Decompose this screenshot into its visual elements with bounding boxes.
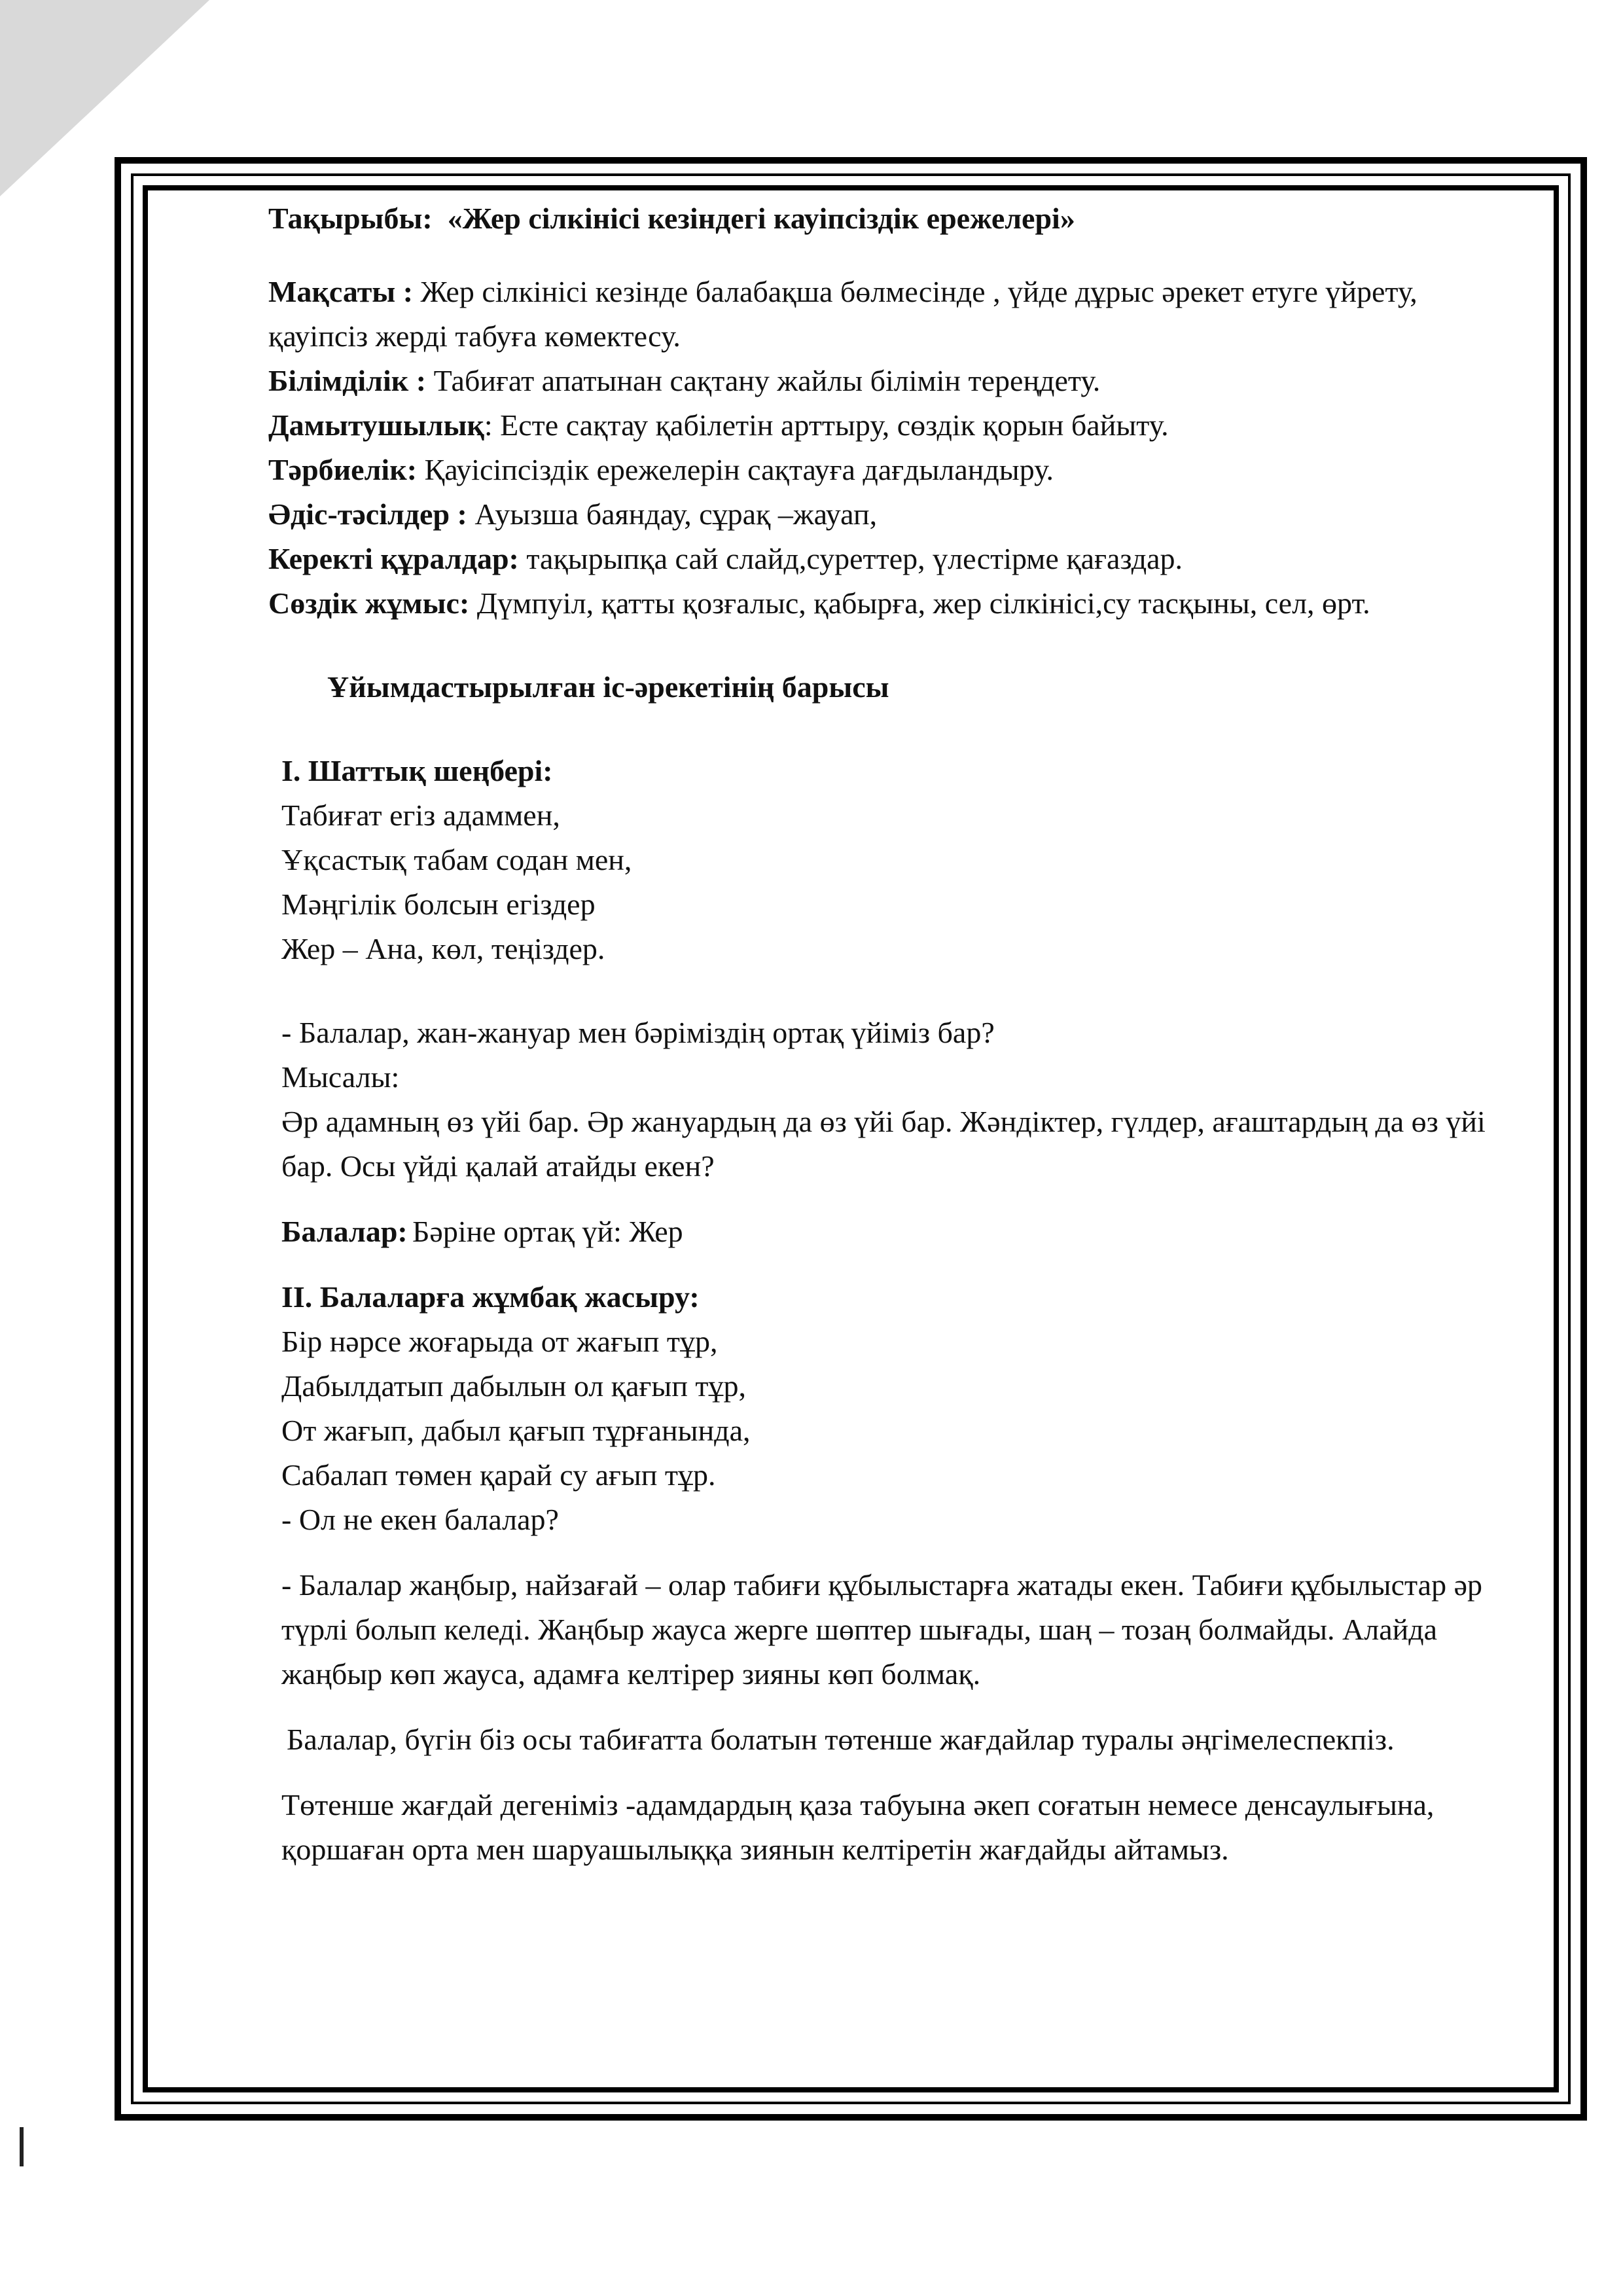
tools-label: Керекті құралдар: [268, 542, 519, 575]
tools-line [268, 537, 1512, 581]
dialog-question: - Балалар, жан-жануар мен бәрімiздiң ортақ үйiмiз бар? [281, 1016, 995, 1049]
vocabulary-label: Сөздік жұмыс: [268, 586, 470, 620]
goal-text: Жер сілкінісі кезінде балабақша бөлмесінде , үйде дұрыс әрекет етуге үйрету, қауіпсіз жерді табуға көмектесу. [268, 275, 1418, 353]
development-text: : Есте сақтау қабілетін арттыру, сөздік қорын байыту. [484, 408, 1169, 442]
poem-line: Ұқсастық табам содан мен, [281, 843, 632, 876]
development-label: Дамытушылық [268, 408, 484, 442]
tools-text: тақырыпқа сай слайд,суреттер, үлестірме қағаздар. [526, 542, 1183, 575]
topic-text: «Жер сілкінісі кезіндегі кауіпсіздік ережелері» [447, 202, 1075, 235]
topic-line [268, 196, 1512, 241]
paragraph: Төтенше жағдай дегеніміз -адамдардың қаза табуына әкеп соғатын немесе денсаулығына, қоршаған орта мен шаруашылыққа зиянын келтіретін жағдайды айтамыз. [281, 1788, 1435, 1866]
document-content [268, 196, 1512, 1872]
methods-line [268, 492, 1512, 537]
education-line [268, 359, 1512, 403]
upbringing-line [268, 448, 1512, 492]
vocabulary-text: Дүмпуіл, қатты қозғалыс, қабырға, жер сілкінісі,су тасқыны, сел, өрт. [476, 586, 1370, 620]
riddle-line: От жағып, дабыл қағып тұрғанында, [281, 1414, 751, 1447]
riddle-question: - Ол не екен балалар? [281, 1503, 559, 1536]
example-text: Әр адамның өз үйi бар. Әр жануардың да өз үйi бар. Жәндіктер, гүлдер, ағаштардың да өз үйi бар. Осы үйдi қалай атайды екен? [281, 1105, 1486, 1183]
methods-text: Ауызша баяндау, сұрақ –жауап, [474, 497, 878, 531]
upbringing-label: Тәрбиелік: [268, 453, 418, 486]
riddle-line: Бір нәрсе жоғарыда от жағып тұр, [281, 1325, 718, 1358]
education-text: Табиғат апатынан сақтану жайлы білімін тереңдету. [433, 364, 1101, 397]
children-answer [268, 1210, 1512, 1254]
upbringing-text: Қауісіпсіздік ережелерін сақтауға дағдыландыру. [424, 453, 1054, 486]
education-label: Білімділік : [268, 364, 427, 397]
scan-mark [20, 2127, 24, 2166]
poem-line: Табиғат егіз адаммен, [281, 798, 560, 832]
vocabulary-line [268, 581, 1512, 626]
paragraph: Балалар, бүгін біз осы табиғатта болатын төтенше жағдайлар туралы әңгімелеспекпіз. [287, 1723, 1395, 1756]
goal-label: Мақсаты : [268, 275, 414, 308]
topic-label: Тақырыбы: [268, 202, 433, 235]
poem-line: Мәңгілік болсын егіздер [281, 888, 596, 921]
riddle-line: Сабалап төмен қарай су ағып тұр. [281, 1458, 716, 1492]
activity-heading: Ұйымдастырылған іс-әрекетінің барысы [327, 670, 889, 704]
goal-line [268, 270, 1512, 359]
methods-label: Әдіс-тәсілдер : [268, 497, 467, 531]
example-label: Мысалы: [281, 1060, 400, 1094]
poem-line: Жер – Ана, көл, теңіздер. [281, 932, 605, 965]
answer-label: Балалар: [281, 1215, 408, 1248]
riddle-line: Дабылдатып дабылын ол қағып тұр, [281, 1369, 747, 1403]
answer-text: Бәріне ортақ үй: Жер [412, 1215, 683, 1248]
section-1-title: І. Шаттық шеңбері: [281, 754, 553, 787]
development-line [268, 403, 1512, 448]
section-2-title: ІІ. Балаларға жұмбақ жасыру: [281, 1280, 700, 1314]
paragraph: - Балалар жаңбыр, найзағай – олар табиғи құбылыстарға жатады екен. Табиғи құбылыстар әр түрлі болып келеді. Жаңбыр жауса жерге шөптер шығады, шаң – тозаң болмайды. Алайда жаңбыр көп жауса, адамға келтірер зияны көп болмақ. [281, 1568, 1482, 1691]
